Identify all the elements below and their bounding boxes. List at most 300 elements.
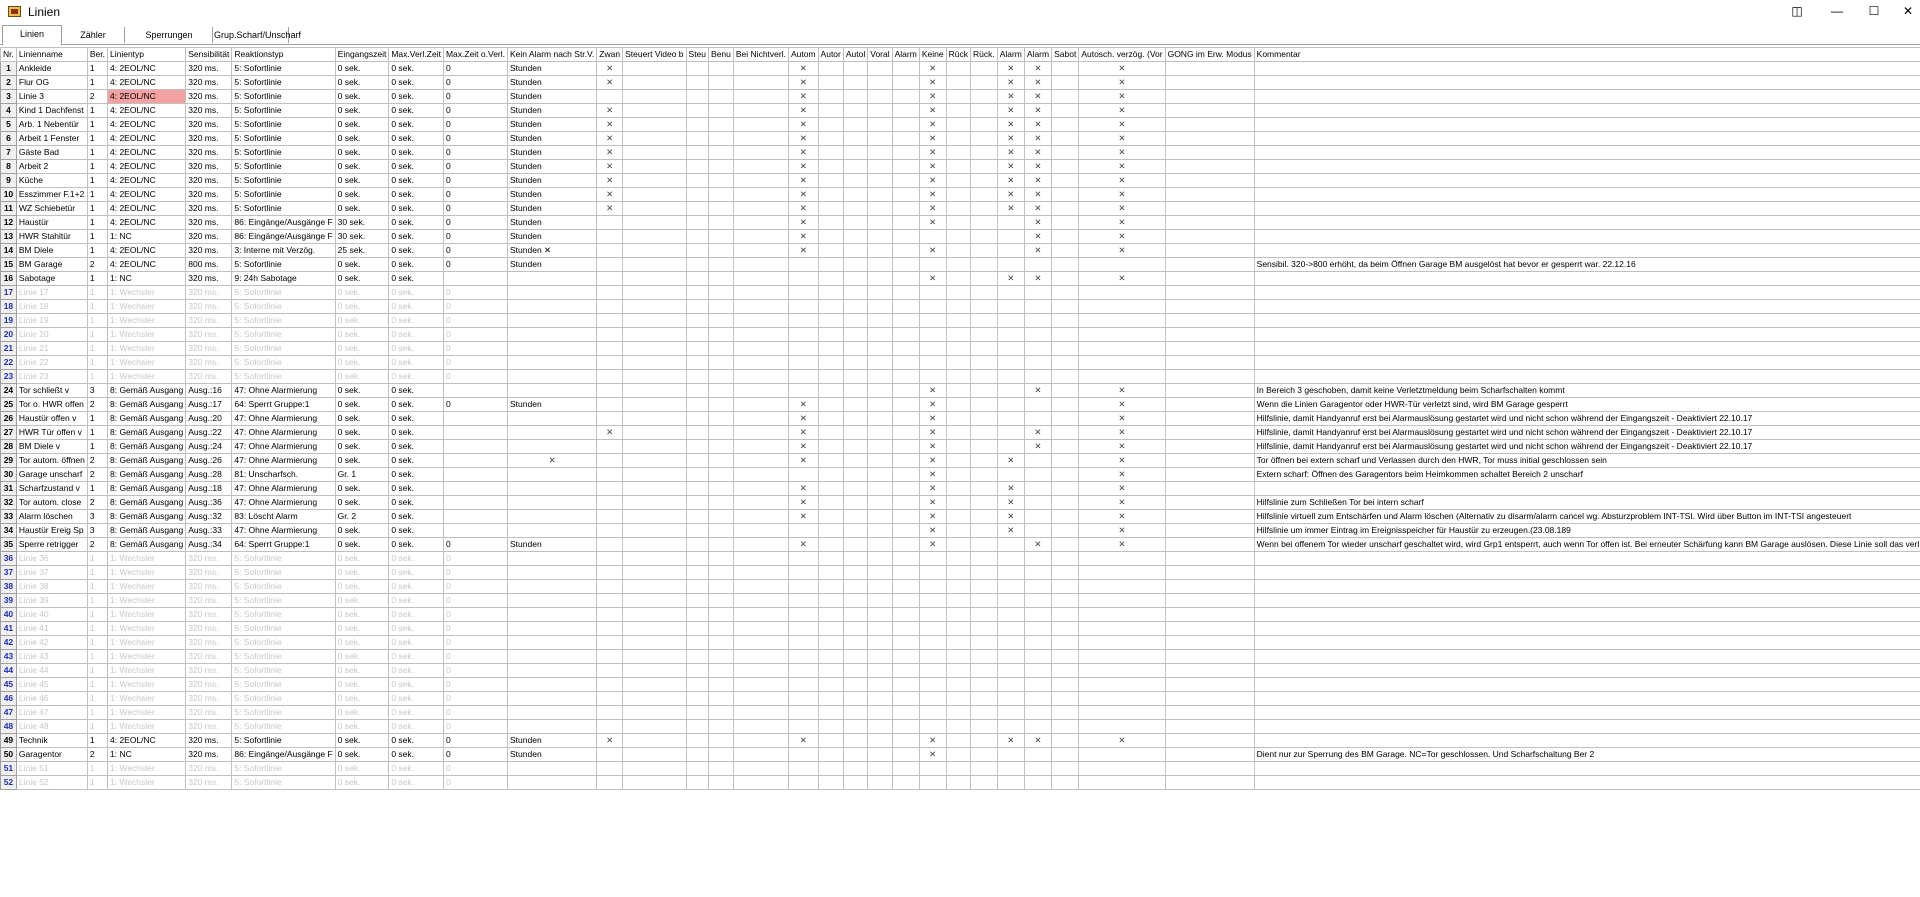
cell-flag[interactable] <box>686 538 709 552</box>
cell-typ[interactable]: 8: Gemäß Ausgang <box>108 496 186 510</box>
cell-max[interactable]: 0 sek. <box>389 650 444 664</box>
cell-flag[interactable] <box>508 762 597 776</box>
cell-flag[interactable] <box>686 496 709 510</box>
cell-flag[interactable] <box>508 720 597 734</box>
column-header[interactable]: Linienname <box>16 48 87 62</box>
cell-flag[interactable] <box>1052 580 1079 594</box>
cell-flag[interactable] <box>946 160 970 174</box>
cell-flag[interactable] <box>946 454 970 468</box>
cell-flag[interactable] <box>892 230 919 244</box>
cell-flag[interactable] <box>788 762 818 776</box>
cell-flag[interactable] <box>818 272 843 286</box>
row-number[interactable]: 52 <box>1 776 17 790</box>
cell-flag[interactable] <box>686 370 709 384</box>
cell-flag[interactable] <box>788 356 818 370</box>
cell-flag[interactable] <box>597 510 623 524</box>
cell-flag[interactable] <box>868 776 892 790</box>
cell-flag[interactable] <box>1165 258 1254 272</box>
table-row[interactable] <box>1 272 1920 286</box>
cell-flag[interactable] <box>709 748 734 762</box>
cell-flag[interactable] <box>946 678 970 692</box>
cell-flag[interactable] <box>970 524 997 538</box>
cell-ein[interactable]: 0 sek. <box>335 454 389 468</box>
cell-name[interactable]: Technik <box>16 734 87 748</box>
cell-flag[interactable] <box>508 692 597 706</box>
cell-maxo[interactable] <box>443 412 507 426</box>
cell-flag[interactable] <box>919 356 946 370</box>
cell-flag[interactable] <box>733 76 788 90</box>
cell-flag[interactable] <box>970 664 997 678</box>
cell-sens[interactable]: 320 ms. <box>186 692 232 706</box>
cell-name[interactable]: Linie 41 <box>16 622 87 636</box>
cell-flag[interactable] <box>709 692 734 706</box>
table-row[interactable] <box>1 90 1920 104</box>
cell-flag[interactable]: ✕ <box>1024 146 1051 160</box>
cell-max[interactable]: 0 sek. <box>389 594 444 608</box>
cell-maxo[interactable]: 0 <box>443 76 507 90</box>
cell-flag[interactable]: ✕ <box>788 188 818 202</box>
cell-flag[interactable] <box>1079 328 1165 342</box>
cell-flag[interactable] <box>1052 720 1079 734</box>
cell-flag[interactable] <box>818 370 843 384</box>
cell-flag[interactable] <box>623 594 686 608</box>
cell-flag[interactable] <box>892 258 919 272</box>
cell-flag[interactable] <box>508 314 597 328</box>
cell-flag[interactable] <box>919 650 946 664</box>
cell-flag[interactable] <box>892 216 919 230</box>
cell-flag[interactable] <box>1052 384 1079 398</box>
cell-flag[interactable]: ✕ <box>1024 216 1051 230</box>
cell-flag[interactable] <box>623 104 686 118</box>
cell-max[interactable]: 0 sek. <box>389 370 444 384</box>
cell-kommentar[interactable] <box>1254 678 1920 692</box>
cell-flag[interactable] <box>818 202 843 216</box>
cell-max[interactable]: 0 sek. <box>389 356 444 370</box>
cell-name[interactable]: Linie 3 <box>16 90 87 104</box>
cell-flag[interactable]: ✕ <box>919 76 946 90</box>
cell-flag[interactable] <box>508 384 597 398</box>
cell-flag[interactable] <box>1052 566 1079 580</box>
cell-flag[interactable]: ✕ <box>997 734 1024 748</box>
cell-flag[interactable] <box>892 692 919 706</box>
cell-ein[interactable]: 0 sek. <box>335 62 389 76</box>
table-row[interactable] <box>1 524 1920 538</box>
cell-flag[interactable] <box>843 160 867 174</box>
cell-flag[interactable] <box>892 104 919 118</box>
cell-flag[interactable] <box>686 412 709 426</box>
cell-flag[interactable]: ✕ <box>919 90 946 104</box>
cell-flag[interactable] <box>1165 468 1254 482</box>
cell-flag[interactable] <box>1024 622 1051 636</box>
table-row[interactable] <box>1 510 1920 524</box>
cell-sens[interactable]: Ausg.:17 <box>186 398 232 412</box>
cell-reak[interactable]: 5: Sofortlinie <box>232 706 335 720</box>
cell-flag[interactable] <box>623 692 686 706</box>
cell-flag[interactable] <box>1079 706 1165 720</box>
cell-flag[interactable] <box>686 342 709 356</box>
cell-flag[interactable] <box>868 524 892 538</box>
cell-flag[interactable]: ✕ <box>508 454 597 468</box>
cell-ber[interactable]: 1 <box>87 552 107 566</box>
cell-flag[interactable] <box>709 440 734 454</box>
cell-flag[interactable] <box>892 314 919 328</box>
cell-flag[interactable]: ✕ <box>919 104 946 118</box>
cell-maxo[interactable]: 0 <box>443 748 507 762</box>
cell-flag[interactable]: ✕ <box>788 440 818 454</box>
cell-flag[interactable] <box>946 482 970 496</box>
cell-flag[interactable] <box>843 552 867 566</box>
cell-maxo[interactable]: 0 <box>443 566 507 580</box>
cell-flag[interactable] <box>946 314 970 328</box>
row-number[interactable]: 32 <box>1 496 17 510</box>
row-number[interactable]: 19 <box>1 314 17 328</box>
cell-name[interactable]: Küche <box>16 174 87 188</box>
cell-flag[interactable] <box>892 356 919 370</box>
cell-kommentar[interactable] <box>1254 132 1920 146</box>
cell-ber[interactable]: 1 <box>87 328 107 342</box>
cell-flag[interactable] <box>997 538 1024 552</box>
cell-flag[interactable]: ✕ <box>997 160 1024 174</box>
cell-sens[interactable]: 800 ms. <box>186 258 232 272</box>
cell-flag[interactable] <box>868 90 892 104</box>
cell-flag[interactable] <box>919 622 946 636</box>
column-header[interactable]: Rück <box>946 48 970 62</box>
cell-flag[interactable] <box>818 230 843 244</box>
cell-ein[interactable]: 0 sek. <box>335 496 389 510</box>
cell-flag[interactable] <box>868 160 892 174</box>
cell-flag[interactable]: ✕ <box>1079 132 1165 146</box>
cell-ber[interactable]: 2 <box>87 748 107 762</box>
cell-maxo[interactable]: 0 <box>443 636 507 650</box>
cell-reak[interactable]: 9: 24h Sabotage <box>232 272 335 286</box>
cell-sens[interactable]: 320 ms. <box>186 300 232 314</box>
row-number[interactable]: 39 <box>1 594 17 608</box>
cell-flag[interactable] <box>733 678 788 692</box>
cell-flag[interactable] <box>868 188 892 202</box>
cell-flag[interactable] <box>892 622 919 636</box>
cell-ein[interactable]: 0 sek. <box>335 734 389 748</box>
cell-maxo[interactable]: 0 <box>443 160 507 174</box>
cell-flag[interactable] <box>1165 426 1254 440</box>
table-row[interactable] <box>1 76 1920 90</box>
cell-maxo[interactable]: 0 <box>443 594 507 608</box>
cell-kommentar[interactable] <box>1254 622 1920 636</box>
cell-flag[interactable] <box>997 314 1024 328</box>
cell-max[interactable]: 0 sek. <box>389 734 444 748</box>
table-row[interactable] <box>1 776 1920 790</box>
row-number[interactable]: 44 <box>1 664 17 678</box>
cell-flag[interactable] <box>508 468 597 482</box>
cell-flag[interactable]: ✕ <box>919 412 946 426</box>
cell-flag[interactable] <box>892 398 919 412</box>
cell-flag[interactable] <box>709 314 734 328</box>
cell-flag[interactable] <box>1165 636 1254 650</box>
cell-flag[interactable] <box>686 594 709 608</box>
cell-kommentar[interactable] <box>1254 370 1920 384</box>
cell-flag[interactable] <box>1165 580 1254 594</box>
cell-kommentar[interactable] <box>1254 552 1920 566</box>
cell-flag[interactable] <box>946 132 970 146</box>
cell-flag[interactable] <box>892 174 919 188</box>
cell-flag[interactable] <box>686 552 709 566</box>
cell-flag[interactable] <box>686 160 709 174</box>
cell-flag[interactable] <box>997 566 1024 580</box>
cell-flag[interactable] <box>733 202 788 216</box>
cell-flag[interactable] <box>623 426 686 440</box>
cell-flag[interactable] <box>788 258 818 272</box>
cell-flag[interactable] <box>1052 132 1079 146</box>
cell-flag[interactable] <box>892 748 919 762</box>
cell-flag[interactable] <box>843 216 867 230</box>
cell-maxo[interactable]: 0 <box>443 370 507 384</box>
cell-flag[interactable] <box>997 300 1024 314</box>
row-number[interactable]: 51 <box>1 762 17 776</box>
cell-kommentar[interactable] <box>1254 174 1920 188</box>
cell-flag[interactable] <box>892 552 919 566</box>
cell-max[interactable]: 0 sek. <box>389 748 444 762</box>
cell-flag[interactable] <box>709 230 734 244</box>
cell-flag[interactable] <box>1079 720 1165 734</box>
cell-flag[interactable] <box>843 398 867 412</box>
cell-flag[interactable] <box>686 426 709 440</box>
cell-flag[interactable]: ✕ <box>919 132 946 146</box>
cell-flag[interactable] <box>733 510 788 524</box>
cell-flag[interactable] <box>970 286 997 300</box>
cell-max[interactable]: 0 sek. <box>389 664 444 678</box>
cell-flag[interactable] <box>919 706 946 720</box>
cell-flag[interactable] <box>1079 664 1165 678</box>
cell-flag[interactable] <box>868 580 892 594</box>
cell-sens[interactable]: 320 ms. <box>186 174 232 188</box>
cell-flag[interactable] <box>788 384 818 398</box>
cell-flag[interactable] <box>946 566 970 580</box>
cell-flag[interactable] <box>843 174 867 188</box>
cell-ber[interactable]: 2 <box>87 538 107 552</box>
cell-flag[interactable] <box>597 314 623 328</box>
cell-flag[interactable] <box>1165 538 1254 552</box>
cell-maxo[interactable] <box>443 510 507 524</box>
cell-flag[interactable] <box>843 230 867 244</box>
cell-flag[interactable] <box>1024 510 1051 524</box>
cell-flag[interactable] <box>946 720 970 734</box>
cell-flag[interactable] <box>733 762 788 776</box>
cell-max[interactable]: 0 sek. <box>389 202 444 216</box>
cell-flag[interactable] <box>1052 258 1079 272</box>
cell-flag[interactable] <box>970 314 997 328</box>
cell-flag[interactable]: ✕ <box>919 496 946 510</box>
cell-flag[interactable] <box>597 258 623 272</box>
cell-flag[interactable] <box>818 118 843 132</box>
cell-typ[interactable]: 4: 2EOL/NC <box>108 90 186 104</box>
cell-flag[interactable] <box>1165 594 1254 608</box>
cell-name[interactable]: Haustür <box>16 216 87 230</box>
cell-flag[interactable] <box>1052 776 1079 790</box>
cell-flag[interactable]: ✕ <box>788 76 818 90</box>
cell-kommentar[interactable] <box>1254 300 1920 314</box>
cell-flag[interactable] <box>597 370 623 384</box>
cell-ber[interactable]: 1 <box>87 412 107 426</box>
cell-flag[interactable] <box>788 566 818 580</box>
cell-name[interactable]: Linie 45 <box>16 678 87 692</box>
column-header[interactable]: Max.Verl.Zeit <box>389 48 444 62</box>
cell-flag[interactable] <box>892 566 919 580</box>
cell-flag[interactable] <box>709 496 734 510</box>
cell-ein[interactable]: 0 sek. <box>335 678 389 692</box>
cell-flag[interactable]: ✕ <box>597 76 623 90</box>
cell-flag[interactable] <box>970 482 997 496</box>
cell-flag[interactable] <box>892 594 919 608</box>
cell-flag[interactable] <box>709 272 734 286</box>
cell-sens[interactable]: 320 ms. <box>186 678 232 692</box>
cell-flag[interactable] <box>1052 286 1079 300</box>
cell-flag[interactable] <box>868 62 892 76</box>
maximize-button[interactable]: ☐ <box>1868 4 1880 18</box>
cell-name[interactable]: Linie 52 <box>16 776 87 790</box>
cell-reak[interactable]: 5: Sofortlinie <box>232 118 335 132</box>
cell-flag[interactable] <box>843 426 867 440</box>
cell-sens[interactable]: 320 ms. <box>186 216 232 230</box>
cell-flag[interactable] <box>686 482 709 496</box>
cell-flag[interactable] <box>508 776 597 790</box>
cell-flag[interactable]: ✕ <box>1079 244 1165 258</box>
cell-ber[interactable]: 2 <box>87 258 107 272</box>
cell-unit[interactable]: Stunden <box>508 230 597 244</box>
cell-flag[interactable] <box>843 636 867 650</box>
row-number[interactable]: 37 <box>1 566 17 580</box>
cell-sens[interactable]: Ausg.:33 <box>186 524 232 538</box>
cell-flag[interactable] <box>733 622 788 636</box>
cell-flag[interactable] <box>970 230 997 244</box>
cell-flag[interactable] <box>843 146 867 160</box>
table-row[interactable] <box>1 692 1920 706</box>
cell-name[interactable]: Linie 46 <box>16 692 87 706</box>
cell-flag[interactable] <box>946 62 970 76</box>
cell-flag[interactable] <box>1024 720 1051 734</box>
cell-flag[interactable] <box>1052 608 1079 622</box>
row-number[interactable]: 41 <box>1 622 17 636</box>
cell-flag[interactable] <box>818 594 843 608</box>
row-number[interactable]: 8 <box>1 160 17 174</box>
cell-flag[interactable] <box>709 580 734 594</box>
cell-flag[interactable] <box>818 146 843 160</box>
cell-flag[interactable] <box>946 286 970 300</box>
cell-max[interactable]: 0 sek. <box>389 398 444 412</box>
cell-ein[interactable]: 0 sek. <box>335 482 389 496</box>
cell-flag[interactable] <box>709 762 734 776</box>
cell-flag[interactable] <box>946 174 970 188</box>
cell-flag[interactable]: ✕ <box>919 538 946 552</box>
cell-flag[interactable] <box>946 202 970 216</box>
cell-kommentar[interactable] <box>1254 594 1920 608</box>
cell-flag[interactable] <box>946 524 970 538</box>
cell-flag[interactable] <box>818 132 843 146</box>
cell-flag[interactable] <box>733 734 788 748</box>
table-row[interactable] <box>1 202 1920 216</box>
cell-flag[interactable] <box>709 258 734 272</box>
cell-flag[interactable] <box>623 440 686 454</box>
cell-reak[interactable]: 3: Interne mit Verzög. <box>232 244 335 258</box>
cell-flag[interactable] <box>919 286 946 300</box>
cell-flag[interactable] <box>843 664 867 678</box>
cell-flag[interactable] <box>1052 622 1079 636</box>
cell-maxo[interactable] <box>443 468 507 482</box>
cell-ber[interactable]: 1 <box>87 664 107 678</box>
cell-reak[interactable]: 47: Ohne Alarmierung <box>232 426 335 440</box>
cell-flag[interactable] <box>868 734 892 748</box>
cell-flag[interactable]: ✕ <box>1024 62 1051 76</box>
cell-flag[interactable]: ✕ <box>919 748 946 762</box>
cell-flag[interactable] <box>1165 76 1254 90</box>
cell-sens[interactable]: 320 ms. <box>186 762 232 776</box>
cell-flag[interactable] <box>970 104 997 118</box>
cell-max[interactable]: 0 sek. <box>389 776 444 790</box>
cell-flag[interactable] <box>997 286 1024 300</box>
cell-flag[interactable] <box>1165 118 1254 132</box>
cell-flag[interactable] <box>623 748 686 762</box>
cell-flag[interactable] <box>1079 678 1165 692</box>
cell-typ[interactable]: 8: Gemäß Ausgang <box>108 412 186 426</box>
cell-flag[interactable] <box>892 720 919 734</box>
cell-flag[interactable] <box>733 160 788 174</box>
cell-flag[interactable]: ✕ <box>1079 76 1165 90</box>
cell-flag[interactable] <box>686 118 709 132</box>
cell-flag[interactable] <box>709 468 734 482</box>
cell-flag[interactable]: ✕ <box>788 216 818 230</box>
cell-maxo[interactable]: 0 <box>443 314 507 328</box>
cell-flag[interactable] <box>709 342 734 356</box>
cell-flag[interactable] <box>892 538 919 552</box>
cell-flag[interactable] <box>818 524 843 538</box>
cell-name[interactable]: Garage unscharf <box>16 468 87 482</box>
cell-flag[interactable]: ✕ <box>1024 188 1051 202</box>
cell-sens[interactable]: 320 ms. <box>186 608 232 622</box>
cell-flag[interactable] <box>892 188 919 202</box>
cell-flag[interactable] <box>623 160 686 174</box>
cell-flag[interactable] <box>1165 776 1254 790</box>
cell-reak[interactable]: 5: Sofortlinie <box>232 300 335 314</box>
cell-flag[interactable] <box>946 258 970 272</box>
cell-flag[interactable]: ✕ <box>919 272 946 286</box>
cell-kommentar[interactable] <box>1254 272 1920 286</box>
cell-name[interactable]: Linie 21 <box>16 342 87 356</box>
cell-flag[interactable] <box>868 146 892 160</box>
cell-flag[interactable] <box>733 272 788 286</box>
cell-maxo[interactable]: 0 <box>443 174 507 188</box>
cell-flag[interactable] <box>997 342 1024 356</box>
cell-flag[interactable] <box>892 580 919 594</box>
row-number[interactable]: 1 <box>1 62 17 76</box>
cell-maxo[interactable] <box>443 524 507 538</box>
cell-flag[interactable] <box>597 300 623 314</box>
cell-flag[interactable] <box>733 90 788 104</box>
cell-name[interactable]: Linie 36 <box>16 552 87 566</box>
cell-maxo[interactable]: 0 <box>443 342 507 356</box>
cell-flag[interactable] <box>788 468 818 482</box>
cell-typ[interactable]: 1: NC <box>108 272 186 286</box>
cell-flag[interactable] <box>709 202 734 216</box>
cell-ein[interactable]: 25 sek. <box>335 244 389 258</box>
cell-flag[interactable] <box>686 216 709 230</box>
cell-flag[interactable] <box>623 328 686 342</box>
cell-max[interactable]: 0 sek. <box>389 412 444 426</box>
cell-max[interactable]: 0 sek. <box>389 538 444 552</box>
cell-ber[interactable]: 3 <box>87 524 107 538</box>
cell-flag[interactable] <box>970 762 997 776</box>
cell-ber[interactable]: 1 <box>87 76 107 90</box>
cell-maxo[interactable]: 0 <box>443 580 507 594</box>
cell-flag[interactable] <box>818 398 843 412</box>
table-row[interactable] <box>1 496 1920 510</box>
